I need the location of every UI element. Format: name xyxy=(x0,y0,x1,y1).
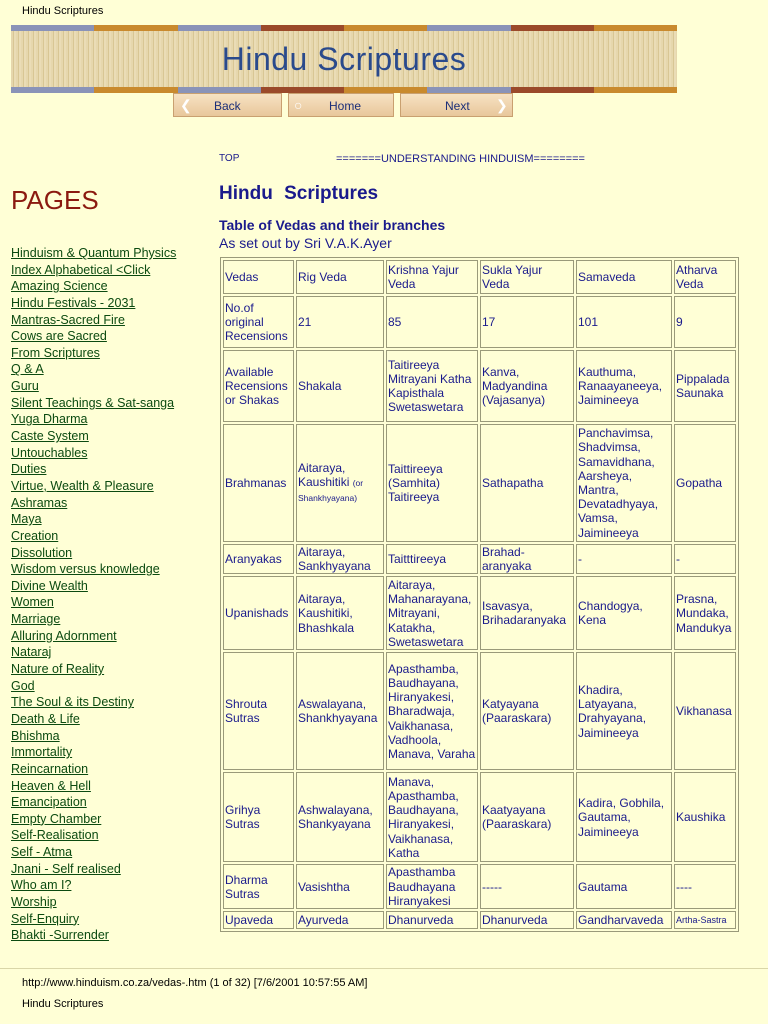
sidebar-link[interactable]: Dissolution xyxy=(11,545,73,560)
sidebar-link[interactable]: Death & Life xyxy=(11,711,80,726)
table-cell: Aitaraya, Mahanarayana, Mitrayani, Katakha, Swetaswetara xyxy=(386,576,478,650)
table-cell: Dhanurveda xyxy=(480,911,574,929)
sidebar-link[interactable]: Reincarnation xyxy=(11,761,89,776)
table-cell: Atharva Veda xyxy=(674,260,736,294)
sidebar-link[interactable]: Amazing Science xyxy=(11,279,108,294)
table-cell: Rig Veda xyxy=(296,260,384,294)
table-cell: Grihya Sutras xyxy=(223,772,294,862)
sidebar-link[interactable]: Hindu Festivals - 2031 xyxy=(11,295,136,310)
table-row xyxy=(223,424,736,542)
table-subtitle: As set out by Sri V.A.K.Ayer xyxy=(219,235,392,251)
sidebar-link[interactable]: Nataraj xyxy=(11,645,52,660)
table-cell: Brahmanas xyxy=(223,424,294,542)
table-cell-note: (or Shankhyayana) xyxy=(298,477,364,504)
sidebar-link[interactable]: Mantras-Sacred Fire xyxy=(11,312,125,327)
table-cell: Katyayana (Paaraskara) xyxy=(480,652,574,770)
stripe-segment xyxy=(511,87,594,93)
table-cell: Vasishtha xyxy=(296,864,384,909)
sidebar-link[interactable]: Alluring Adornment xyxy=(11,628,117,643)
chevron-left-icon: ❮ xyxy=(180,97,192,113)
table-cell: Sathapatha xyxy=(480,424,574,542)
sidebar-link[interactable]: Maya xyxy=(11,512,42,527)
table-cell: Pippalada Saunaka xyxy=(674,350,736,422)
footer-url: http://www.hinduism.co.za/vedas-.htm (1 of 32) [7/6/2001 10:57:55 AM] xyxy=(22,977,368,989)
sidebar-link[interactable]: Q & A xyxy=(11,362,44,377)
sidebar-link[interactable]: God xyxy=(11,678,35,693)
sidebar-link[interactable]: Self-Enquiry xyxy=(11,911,80,926)
table-cell: 17 xyxy=(480,296,574,348)
table-cell: 85 xyxy=(386,296,478,348)
sidebar-link[interactable]: Untouchables xyxy=(11,445,88,460)
table-cell: Manava, Apasthamba, Baudhayana, Hiranyakesi, Vaikhanasa, Katha xyxy=(386,772,478,862)
table-cell: Aitaraya, Kaushitiki, Bhashkala xyxy=(296,576,384,650)
table-cell: Shrouta Sutras xyxy=(223,652,294,770)
table-cell: Isavasya, Brihadaranyaka xyxy=(480,576,574,650)
next-button[interactable] xyxy=(400,93,513,117)
sidebar-link[interactable]: Marriage xyxy=(11,612,61,627)
home-button[interactable] xyxy=(288,93,394,117)
table-cell: Aitaraya, Sankhyayana xyxy=(296,544,384,574)
sidebar-link[interactable]: Women xyxy=(11,595,54,610)
table-cell: Kanva, Madyandina (Vajasanya) xyxy=(480,350,574,422)
table-cell: Upaveda xyxy=(223,911,294,929)
table-cell: Gautama xyxy=(576,864,672,909)
table-title: Table of Vedas and their branches xyxy=(219,217,446,233)
sidebar-link[interactable]: Virtue, Wealth & Pleasure xyxy=(11,478,154,493)
page-title: Hindu Scriptures xyxy=(219,183,379,204)
back-button[interactable] xyxy=(173,93,282,117)
table-cell: Aswalayana, Shankhyayana xyxy=(296,652,384,770)
table-cell: Gopatha xyxy=(674,424,736,542)
sidebar-link[interactable]: Bhishma xyxy=(11,728,60,743)
sidebar-link[interactable]: Index Alphabetical <Click xyxy=(11,262,151,277)
sidebar-link[interactable]: Silent Teachings & Sat-sanga xyxy=(11,395,175,410)
table-cell: Chandogya, Kena xyxy=(576,576,672,650)
understanding-hinduism-link[interactable]: =======UNDERSTANDING HINDUISM======== xyxy=(336,153,585,165)
footer-divider xyxy=(0,968,768,969)
table-cell: Ashwalayana, Shankyayana xyxy=(296,772,384,862)
sidebar-link[interactable]: Hinduism & Quantum Physics xyxy=(11,246,177,260)
sidebar-link[interactable]: Cows are Sacred xyxy=(11,329,107,344)
sidebar-link[interactable]: Self - Atma xyxy=(11,845,73,860)
sidebar-link[interactable]: Divine Wealth xyxy=(11,578,88,593)
table-cell: Ayurveda xyxy=(296,911,384,929)
sidebar-link[interactable]: Nature of Reality xyxy=(11,662,105,677)
sidebar-link[interactable]: The Soul & its Destiny xyxy=(11,695,134,710)
sidebar-link[interactable]: Emancipation xyxy=(11,795,87,810)
stripe-segment xyxy=(11,87,94,93)
next-button-label: Next xyxy=(445,99,470,113)
table-cell xyxy=(296,424,384,542)
table-cell: Gandharvaveda xyxy=(576,911,672,929)
table-cell: Upanishads xyxy=(223,576,294,650)
sidebar-title: PAGES xyxy=(11,185,99,215)
sidebar-link[interactable]: Heaven & Hell xyxy=(11,778,91,793)
table-cell: Prasna, Mundaka, Mandukya xyxy=(674,576,736,650)
sidebar-link[interactable]: Bhakti -Surrender xyxy=(11,928,109,943)
table-cell: Khadira, Latyayana, Drahyayana, Jaimineeya xyxy=(576,652,672,770)
table-cell: Taittireeya (Samhita) Taitireeya xyxy=(386,424,478,542)
banner xyxy=(11,25,677,95)
sidebar-link[interactable]: Guru xyxy=(11,379,39,394)
table-cell: Artha-Sastra xyxy=(674,911,736,929)
table-row xyxy=(223,864,736,909)
table-cell: 21 xyxy=(296,296,384,348)
banner-body xyxy=(11,31,677,87)
sidebar-link[interactable]: Immortality xyxy=(11,745,73,760)
table-cell: No.of original Recensions xyxy=(223,296,294,348)
table-cell: 101 xyxy=(576,296,672,348)
table-cell: Kaatyayana (Paaraskara) xyxy=(480,772,574,862)
table-row xyxy=(223,652,736,770)
table-row xyxy=(223,911,736,929)
banner-title: Hindu Scriptures xyxy=(221,41,467,77)
sidebar-link[interactable]: Jnani - Self realised xyxy=(11,861,121,876)
sidebar-link[interactable]: Yuga Dharma xyxy=(11,412,88,427)
page-header-title: Hindu Scriptures xyxy=(22,5,104,17)
table-cell: Apasthamba, Baudhayana, Hiranyakesi, Bharadwaja, Vaikhanasa, Vadhoola, Manava, Varaha xyxy=(386,652,478,770)
table-cell: - xyxy=(576,544,672,574)
table-cell: Aranyakas xyxy=(223,544,294,574)
chevron-right-icon: ❯ xyxy=(496,97,508,113)
table-cell: Samaveda xyxy=(576,260,672,294)
table-row xyxy=(223,576,736,650)
table-cell: Panchavimsa, Shadvimsa, Samavidhana, Aarsheya, Mantra, Devatadhyaya, Vamsa, Jaimineeya xyxy=(576,424,672,542)
top-link[interactable]: TOP xyxy=(219,153,240,164)
home-circle-icon: ○ xyxy=(294,97,303,113)
table-cell: - xyxy=(674,544,736,574)
table-cell: Dhanurveda xyxy=(386,911,478,929)
sidebar-link[interactable]: Wisdom versus knowledge xyxy=(11,562,160,577)
sidebar-link[interactable]: Empty Chamber xyxy=(11,811,102,826)
table-cell: Vikhanasa xyxy=(674,652,736,770)
sidebar-nav xyxy=(11,245,176,944)
table-cell: Kadira, Gobhila, Gautama, Jaimineeya xyxy=(576,772,672,862)
table-cell: Dharma Sutras xyxy=(223,864,294,909)
table-cell-text: Aitaraya, Kaushitiki xyxy=(298,460,350,489)
sidebar-link[interactable]: From Scriptures xyxy=(11,345,100,360)
table-cell: Apasthamba Baudhayana Hiranyakesi xyxy=(386,864,478,909)
table-cell: ---- xyxy=(674,864,736,909)
table-cell: 9 xyxy=(674,296,736,348)
table-cell: Shakala xyxy=(296,350,384,422)
table-cell: Brahad-aranyaka xyxy=(480,544,574,574)
table-row xyxy=(223,350,736,422)
table-cell: Kauthuma, Ranaayaneeya, Jaimineeya xyxy=(576,350,672,422)
sidebar-link[interactable]: Duties xyxy=(11,462,47,477)
footer-title: Hindu Scriptures xyxy=(22,998,104,1010)
sidebar-link[interactable]: Ashramas xyxy=(11,495,68,510)
sidebar-link[interactable]: Self-Realisation xyxy=(11,828,99,843)
table-row xyxy=(223,772,736,862)
stripe-segment xyxy=(594,87,677,93)
table-cell: Available Recensions or Shakas xyxy=(223,350,294,422)
stripe-segment xyxy=(94,87,177,93)
table-cell: ----- xyxy=(480,864,574,909)
sidebar-link[interactable]: Caste System xyxy=(11,429,89,444)
table-cell: Kaushika xyxy=(674,772,736,862)
table-row xyxy=(223,296,736,348)
table-cell: Sukla Yajur Veda xyxy=(480,260,574,294)
table-cell: Krishna Yajur Veda xyxy=(386,260,478,294)
sidebar-link[interactable]: Worship xyxy=(11,894,57,909)
table-cell: Taitttireeya xyxy=(386,544,478,574)
sidebar-link[interactable]: Who am I? xyxy=(11,878,72,893)
table-row xyxy=(223,260,736,294)
home-button-label: Home xyxy=(329,99,362,113)
table-cell: Vedas xyxy=(223,260,294,294)
sidebar-link[interactable]: Creation xyxy=(11,528,59,543)
back-button-label: Back xyxy=(214,99,241,113)
table-row xyxy=(223,544,736,574)
table-cell: Taitireeya Mitrayani Katha Kapisthala Swetaswetara xyxy=(386,350,478,422)
vedas-table xyxy=(220,257,739,932)
